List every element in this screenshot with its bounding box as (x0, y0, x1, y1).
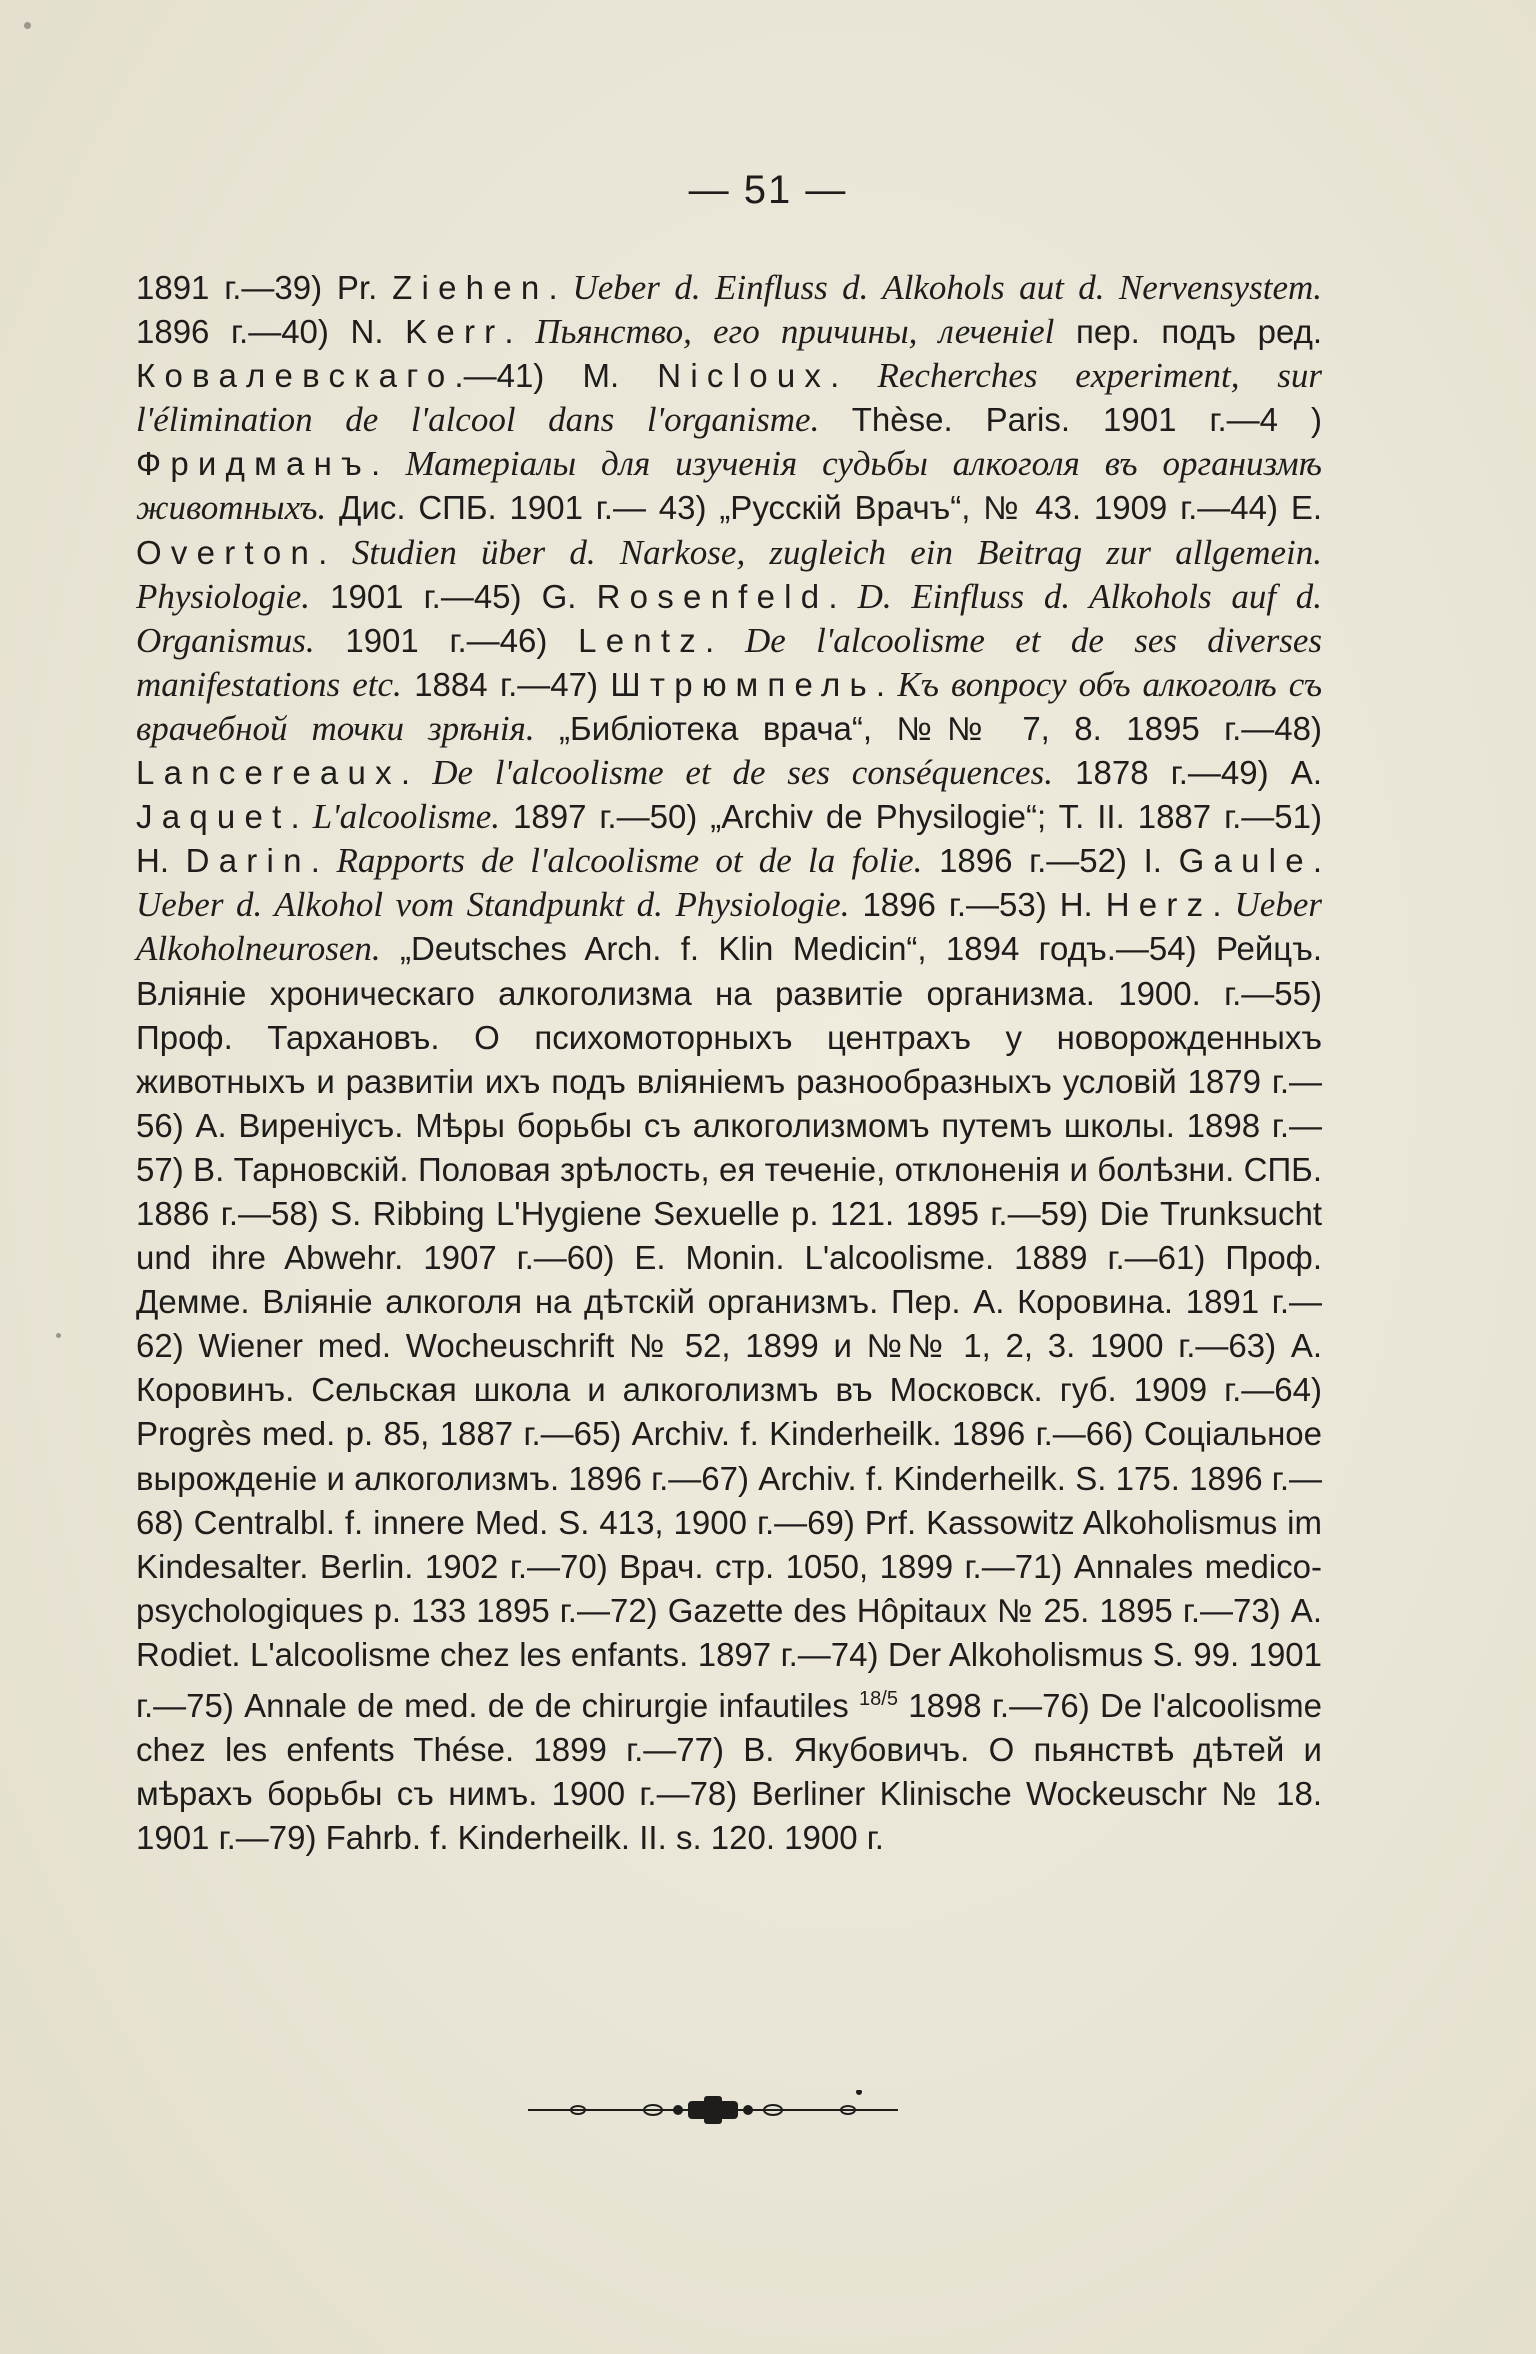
end-ornament (518, 2090, 908, 2130)
bibliography-text (136, 266, 1322, 1860)
text-run: . (705, 621, 745, 659)
text-run: . (400, 754, 433, 792)
text-run: „Библiотека врача“, №№ 7, 8. 1895 г.—48) (534, 709, 1322, 747)
work-title: De l'alcoolisme et de ses diverses manifestations etc. (136, 620, 1323, 704)
author-name: Nicloux (657, 357, 831, 395)
work-title: Ueber d. Einfluss d. Alkohols aut d. Nervensystem. (572, 268, 1323, 307)
text-run: Дис. СПБ. 1901 г.— 43) „Русскiй Врачъ“, № 43. 1909 г.—44) E. (326, 489, 1322, 527)
text-run: 1897 г.—50) „Archiv de Physilogie“; T. II. 1887 г.—51) H. (136, 798, 1322, 880)
author-name: Фридманъ (136, 445, 371, 483)
work-title: Матерiалы для изученiя судьбы алкоголя въ организмѣ животныхъ. (136, 444, 1322, 528)
text-run: 1891 г.—39) Pr. (136, 269, 393, 306)
page-number: — 51 — (688, 168, 848, 212)
text-run: 1901 г.—45) G. (310, 577, 597, 615)
work-title: Пьянство, его причины, леченiel (535, 312, 1055, 352)
author-name: Ziehen (392, 269, 549, 306)
text-run: Thèse. Paris. 1901 г.—4 ) (819, 401, 1322, 439)
text-run: . (830, 357, 878, 395)
author-name: Lentz (578, 621, 706, 659)
text-run: . (290, 798, 313, 836)
text-run: . (1312, 842, 1323, 880)
text-run: . (310, 842, 337, 880)
work-title: Recherches experiment, sur l'élimination de l'alcool dans l'organisme. (136, 356, 1322, 440)
date-fraction: 18/5 (859, 1688, 898, 1710)
text-run: „Deutsches Arch. f. Klin Medicin“, 1894 годъ.—54) Рейцъ. Влiянiе хроническаго алкоголизма на развитiе организма. 1900. г.—55) Проф. Тархановъ. О психомоторныхъ центрахъ у новорожденныхъ животныхъ и развитiи ихъ подъ влiянiемъ разнообразныхъ условiй 1879 г.—56) A. Виренiусъ. Мѣры борьбы съ алкоголизмомъ путемъ школы. 1898 г.—57) В. Тарновскiй. Половая зрѣлость, ея теченiе, отклоненiя и болѣзни. СПБ. 1886 г.—58) S. Ribbing L'Hygiene Sexuelle p. 121. 1895 г.—59) Die Trunksucht und ihre Abwehr. 1907 г.—60) E. Monin. L'alcoolisme. 1889 г.—61) Проф. Демме. Влiянiе алкоголя на дѣтскiй организмъ. Пер. A. Коровина. 1891 г.—62) Wiener med. Wocheuschrift № 52, 1899 и №№ 1, 2, 3. 1900 г.—63) A. Коровинъ. Сельская школа и алкоголизмъ въ Московск. губ. 1909 г.—64) Progrès med. p. 85, 1887 г.—65) Archiv. f. Kinderheilk. 1896 г.—66) Соцiальное вырожденiе и алкоголизмъ. 1896 г.—67) Archiv. f. Kinderheilk. S. 175. 1896 г.—68) Centralbl. f. innere Med. S. 413, 1900 г.—69) Prf. Kassowitz Alkoholismus im Kindesalter. Berlin. 1902 г.—70) Врач. стр. 1050, 1899 г.—71) Annales medico-psychologiques p. 133 1895 г.—72) Gazette des Hôpitaux № 25. 1895 г.—73) A. Rodiet. L'alcoolisme chez les enfants. 1897 г.—74) Der Alkoholismus S. 99. 1901 г.—75) Annale de med. de de chirurgie infautiles (136, 930, 1322, 1724)
work-title: Ueber Alkoholneurosen. (136, 885, 1322, 969)
author-name: Jaquet (136, 798, 291, 836)
text-run: пер. подъ ред. (1054, 313, 1323, 351)
author-name: Herz (1105, 886, 1213, 924)
speck-mark (24, 22, 31, 29)
work-title: Къ вопросу объ алкоголѣ съ врачебной точки зрѣнiя. (136, 664, 1322, 748)
text-run: . (1212, 886, 1235, 924)
text-run: . (370, 445, 406, 483)
text-run: .—41) M. (454, 357, 658, 395)
text-run: . (548, 269, 573, 306)
work-title: Ueber d. Alkohol vom Standpunkt d. Physiologie. (136, 885, 850, 925)
author-name: Kerr (405, 313, 505, 351)
text-run: 1878 г.—49) A. (1052, 754, 1322, 792)
text-run: . (504, 313, 536, 351)
author-name: Ковалевскаго (136, 357, 455, 395)
text-run: 1896 г.—40) N. (136, 313, 406, 351)
text-run: 1884 г.—47) (401, 665, 611, 703)
work-title: Studien über d. Narkose, zugleich ein Beitrag zur allgemein. Physiologie. (136, 532, 1322, 616)
author-name: Lancereaux (136, 754, 401, 792)
work-title: De l'alcoolisme et de ses conséquences. (432, 753, 1053, 793)
author-name: Overton (136, 533, 319, 571)
text-run: . (875, 665, 898, 703)
text-run: 1896 г.—53) H. (849, 886, 1106, 924)
text-run: 1898 г.—76) De l'alcoolisme chez les enfents Thése. 1899 г.—77) B. Якубовичъ. О пьянствѣ дѣтей и мѣрахъ борьбы съ нимъ. 1900 г.—78) Berliner Klinische Wockeuschr № 18. 1901 г.—79) Fahrb. f. Kinderheilk. II. s. 120. 1900 г. (136, 1687, 1322, 1857)
text-run: 1901 г.—46) (314, 621, 579, 659)
author-name: Rosenfeld (596, 577, 829, 615)
text-run: . (828, 577, 858, 615)
work-title: D. Einfluss d. Alkohols auf d. Organismus. (136, 576, 1322, 660)
speck-mark (56, 1333, 61, 1338)
author-name: Штрюмпель (610, 665, 876, 703)
work-title: Rapports de l'alcoolisme ot de la folie. (336, 841, 923, 881)
text-run: 1896 г.—52) I. (922, 842, 1179, 880)
author-name: Gaule (1178, 842, 1313, 880)
text-run: . (318, 533, 352, 571)
author-name: Darin (185, 842, 311, 880)
work-title: L'alcoolisme. (312, 797, 501, 837)
